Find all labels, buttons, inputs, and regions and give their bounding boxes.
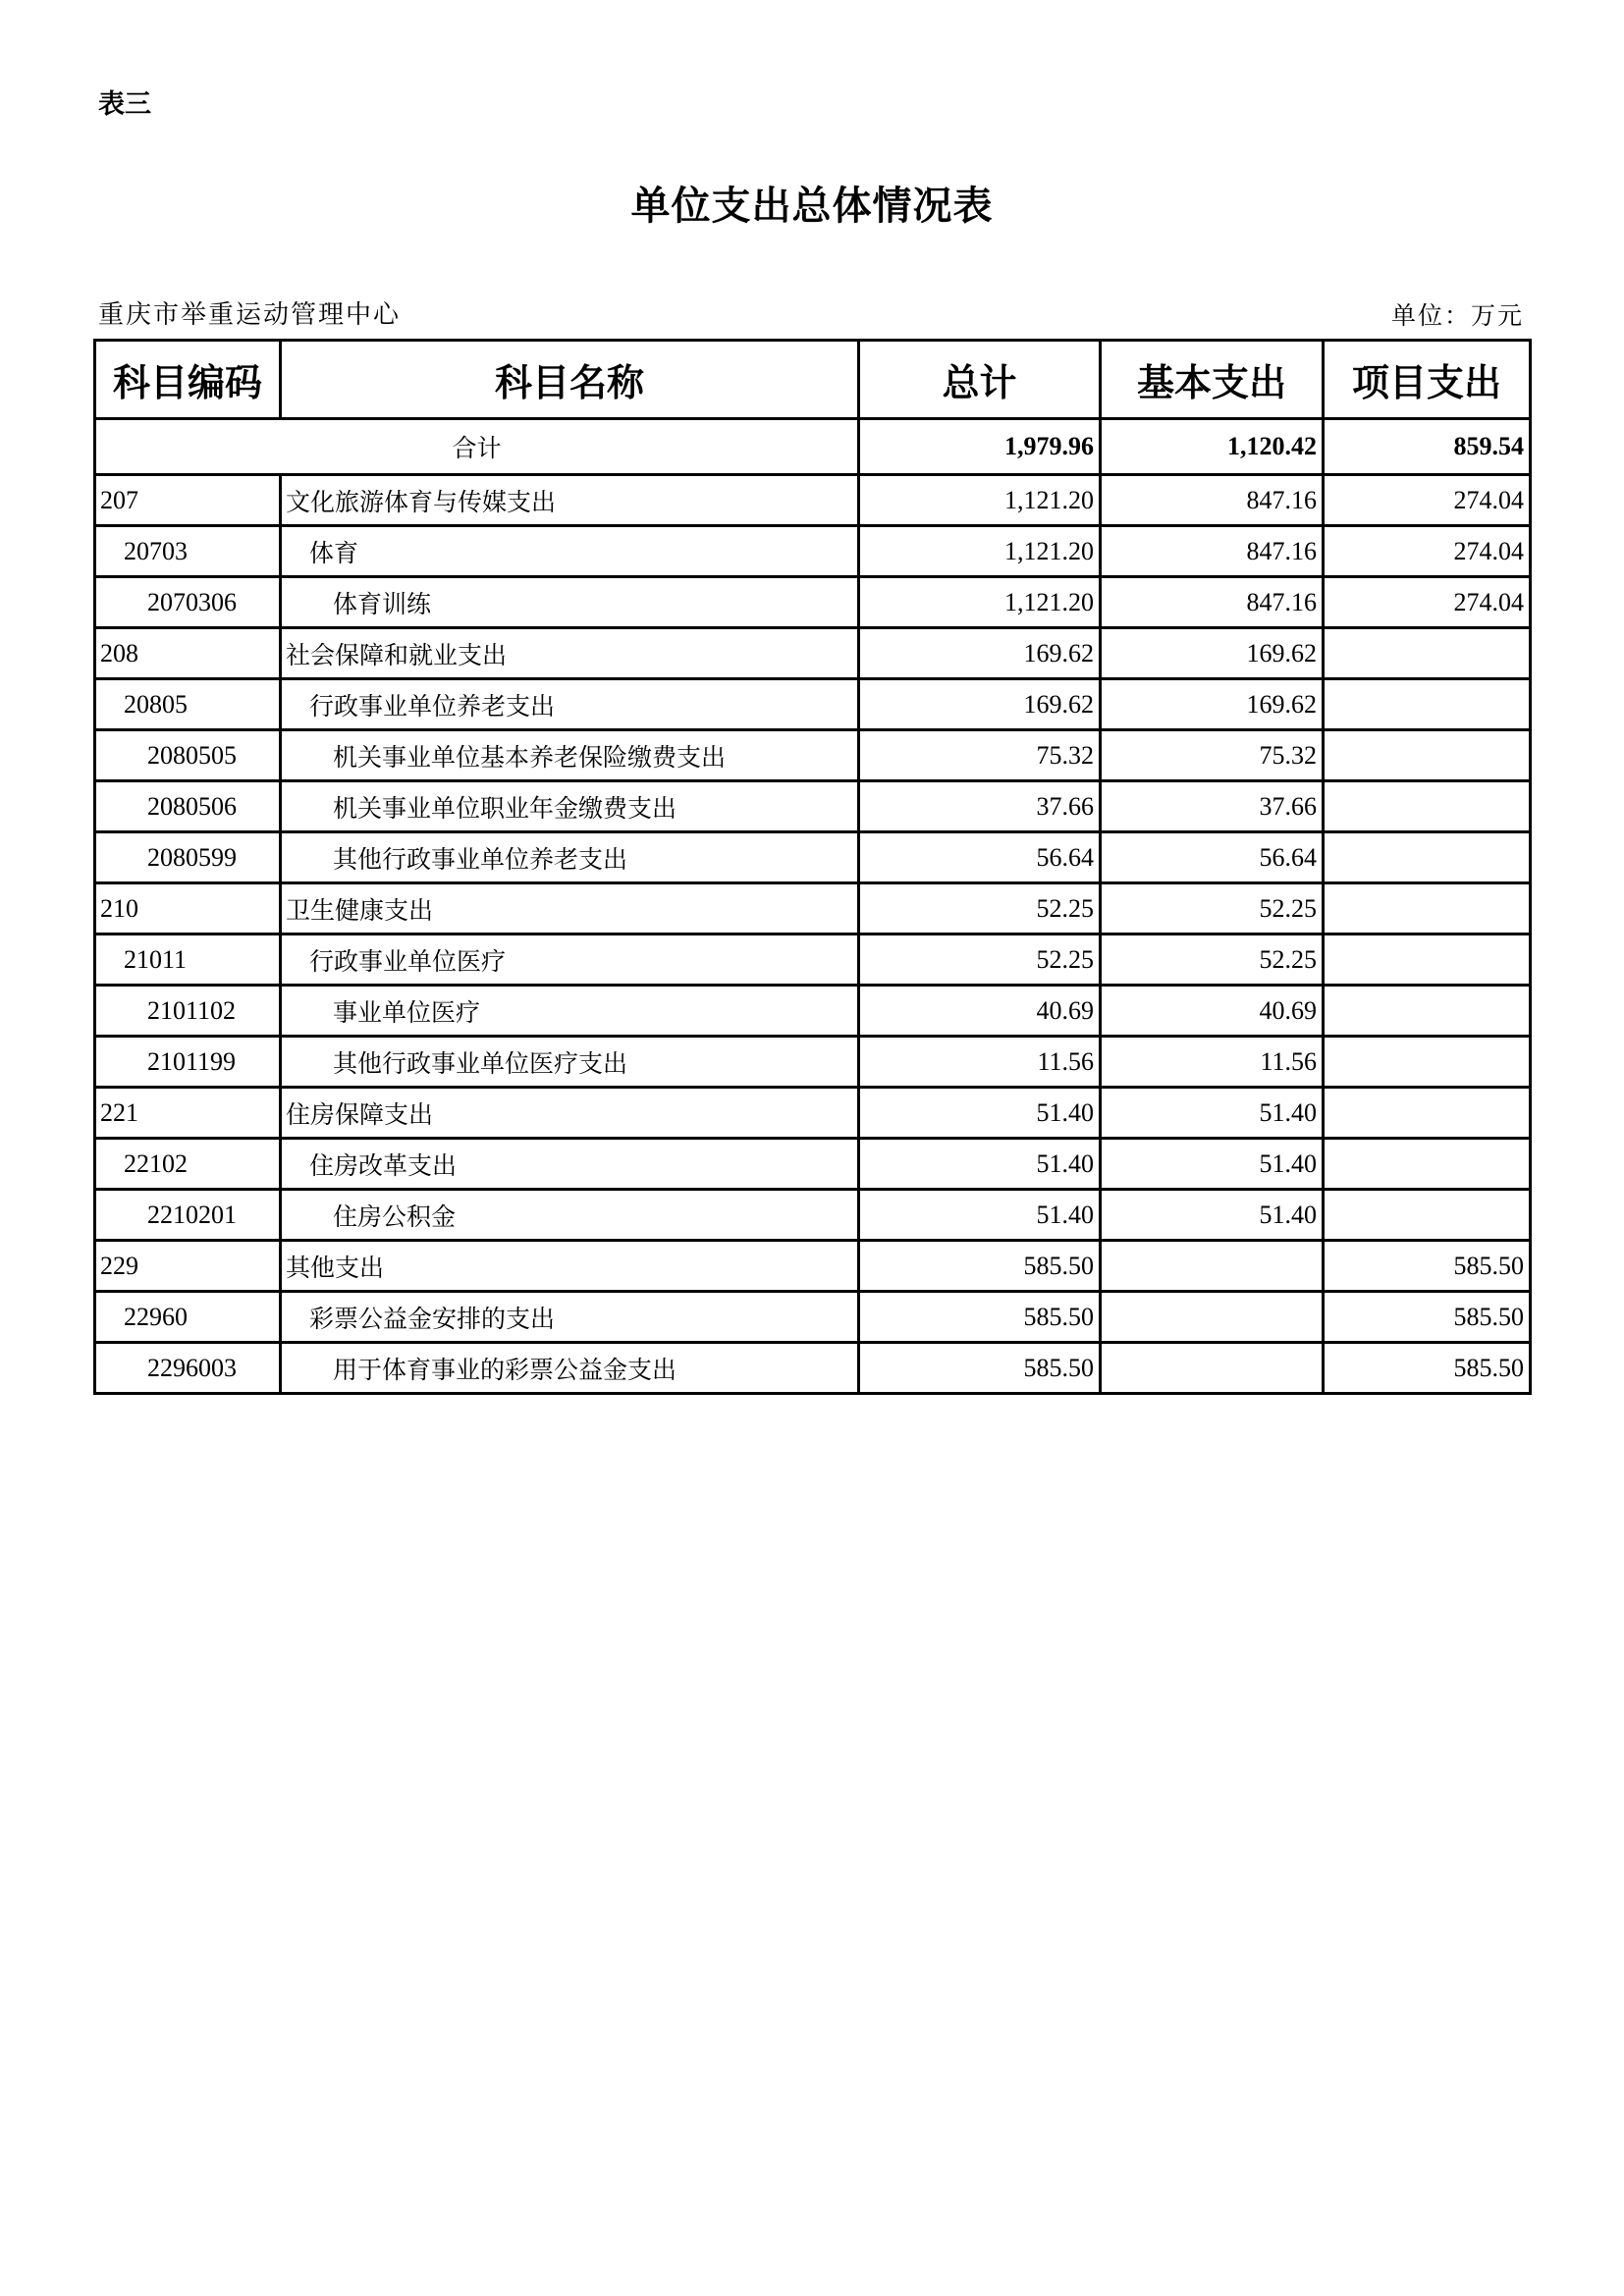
row-basic: 169.62 bbox=[1101, 679, 1324, 730]
row-total: 51.40 bbox=[859, 1139, 1101, 1190]
total-label: 合计 bbox=[95, 419, 859, 475]
row-basic: 51.40 bbox=[1101, 1088, 1324, 1139]
row-total: 56.64 bbox=[859, 832, 1101, 883]
row-name: 彩票公益金安排的支出 bbox=[281, 1292, 859, 1343]
row-code: 2101199 bbox=[95, 1037, 281, 1088]
row-project: 274.04 bbox=[1324, 475, 1531, 526]
row-total: 585.50 bbox=[859, 1292, 1101, 1343]
row-name: 文化旅游体育与传媒支出 bbox=[281, 475, 859, 526]
row-project bbox=[1324, 986, 1531, 1037]
row-basic: 51.40 bbox=[1101, 1190, 1324, 1241]
row-code: 2210201 bbox=[95, 1190, 281, 1241]
row-code: 2080599 bbox=[95, 832, 281, 883]
expenditure-table bbox=[93, 339, 1532, 1395]
row-total: 585.50 bbox=[859, 1241, 1101, 1292]
row-code: 229 bbox=[95, 1241, 281, 1292]
row-project bbox=[1324, 679, 1531, 730]
row-basic: 169.62 bbox=[1101, 628, 1324, 679]
row-code: 21011 bbox=[95, 934, 281, 986]
row-project: 585.50 bbox=[1324, 1292, 1531, 1343]
row-basic: 56.64 bbox=[1101, 832, 1324, 883]
table-row bbox=[95, 679, 1531, 730]
row-basic: 847.16 bbox=[1101, 475, 1324, 526]
row-project bbox=[1324, 883, 1531, 934]
header-row bbox=[95, 341, 1531, 419]
table-row bbox=[95, 1139, 1531, 1190]
row-project bbox=[1324, 1190, 1531, 1241]
row-basic bbox=[1101, 1292, 1324, 1343]
total-project: 859.54 bbox=[1324, 419, 1531, 475]
row-total: 169.62 bbox=[859, 679, 1101, 730]
row-code: 2070306 bbox=[95, 577, 281, 628]
row-total: 51.40 bbox=[859, 1190, 1101, 1241]
row-code: 2101102 bbox=[95, 986, 281, 1037]
table-row bbox=[95, 1088, 1531, 1139]
row-project bbox=[1324, 832, 1531, 883]
table-row bbox=[95, 1037, 1531, 1088]
table-row bbox=[95, 1241, 1531, 1292]
table-row bbox=[95, 781, 1531, 832]
table-row bbox=[95, 986, 1531, 1037]
row-name: 其他行政事业单位医疗支出 bbox=[281, 1037, 859, 1088]
table-label: 表三 bbox=[98, 89, 151, 120]
row-code: 20805 bbox=[95, 679, 281, 730]
row-total: 11.56 bbox=[859, 1037, 1101, 1088]
row-code: 22102 bbox=[95, 1139, 281, 1190]
row-name: 机关事业单位基本养老保险缴费支出 bbox=[281, 730, 859, 781]
total-row bbox=[95, 419, 1531, 475]
table-row bbox=[95, 1292, 1531, 1343]
row-total: 52.25 bbox=[859, 934, 1101, 986]
row-total: 585.50 bbox=[859, 1343, 1101, 1394]
row-total: 51.40 bbox=[859, 1088, 1101, 1139]
row-basic: 52.25 bbox=[1101, 934, 1324, 986]
row-project bbox=[1324, 1139, 1531, 1190]
row-project bbox=[1324, 628, 1531, 679]
row-code: 20703 bbox=[95, 526, 281, 577]
row-basic: 11.56 bbox=[1101, 1037, 1324, 1088]
row-name: 住房保障支出 bbox=[281, 1088, 859, 1139]
row-project bbox=[1324, 730, 1531, 781]
row-project: 585.50 bbox=[1324, 1241, 1531, 1292]
header-basic: 基本支出 bbox=[1101, 341, 1324, 419]
table-row bbox=[95, 883, 1531, 934]
total-basic: 1,120.42 bbox=[1101, 419, 1324, 475]
row-code: 22960 bbox=[95, 1292, 281, 1343]
row-project bbox=[1324, 1088, 1531, 1139]
row-code: 207 bbox=[95, 475, 281, 526]
row-project: 585.50 bbox=[1324, 1343, 1531, 1394]
row-name: 行政事业单位医疗 bbox=[281, 934, 859, 986]
row-basic: 75.32 bbox=[1101, 730, 1324, 781]
table-row bbox=[95, 1343, 1531, 1394]
row-total: 52.25 bbox=[859, 883, 1101, 934]
row-name: 事业单位医疗 bbox=[281, 986, 859, 1037]
unit-label: 单位：万元 bbox=[1390, 301, 1524, 330]
row-name: 其他支出 bbox=[281, 1241, 859, 1292]
header-code: 科目编码 bbox=[95, 341, 281, 419]
organization-name: 重庆市举重运动管理中心 bbox=[98, 300, 402, 330]
row-project bbox=[1324, 934, 1531, 986]
table-row bbox=[95, 730, 1531, 781]
table-row bbox=[95, 1190, 1531, 1241]
row-basic: 52.25 bbox=[1101, 883, 1324, 934]
table-row bbox=[95, 526, 1531, 577]
row-basic: 37.66 bbox=[1101, 781, 1324, 832]
header-total: 总计 bbox=[859, 341, 1101, 419]
row-name: 用于体育事业的彩票公益金支出 bbox=[281, 1343, 859, 1394]
row-basic: 847.16 bbox=[1101, 577, 1324, 628]
table-row bbox=[95, 832, 1531, 883]
row-name: 住房改革支出 bbox=[281, 1139, 859, 1190]
row-basic bbox=[1101, 1343, 1324, 1394]
table-row bbox=[95, 475, 1531, 526]
row-name: 体育 bbox=[281, 526, 859, 577]
row-name: 卫生健康支出 bbox=[281, 883, 859, 934]
row-code: 2296003 bbox=[95, 1343, 281, 1394]
row-code: 2080506 bbox=[95, 781, 281, 832]
total-sum: 1,979.96 bbox=[859, 419, 1101, 475]
row-total: 1,121.20 bbox=[859, 526, 1101, 577]
header-name: 科目名称 bbox=[281, 341, 859, 419]
row-name: 行政事业单位养老支出 bbox=[281, 679, 859, 730]
row-total: 1,121.20 bbox=[859, 475, 1101, 526]
row-basic: 51.40 bbox=[1101, 1139, 1324, 1190]
page-title: 单位支出总体情况表 bbox=[630, 183, 994, 229]
row-total: 37.66 bbox=[859, 781, 1101, 832]
row-basic: 847.16 bbox=[1101, 526, 1324, 577]
row-project: 274.04 bbox=[1324, 526, 1531, 577]
row-name: 住房公积金 bbox=[281, 1190, 859, 1241]
row-project bbox=[1324, 1037, 1531, 1088]
row-basic bbox=[1101, 1241, 1324, 1292]
row-name: 社会保障和就业支出 bbox=[281, 628, 859, 679]
row-code: 208 bbox=[95, 628, 281, 679]
row-code: 2080505 bbox=[95, 730, 281, 781]
row-total: 75.32 bbox=[859, 730, 1101, 781]
row-name: 其他行政事业单位养老支出 bbox=[281, 832, 859, 883]
table-row bbox=[95, 628, 1531, 679]
row-code: 221 bbox=[95, 1088, 281, 1139]
row-total: 1,121.20 bbox=[859, 577, 1101, 628]
row-project: 274.04 bbox=[1324, 577, 1531, 628]
table-row bbox=[95, 577, 1531, 628]
row-name: 机关事业单位职业年金缴费支出 bbox=[281, 781, 859, 832]
table-row bbox=[95, 934, 1531, 986]
row-project bbox=[1324, 781, 1531, 832]
header-project: 项目支出 bbox=[1324, 341, 1531, 419]
row-name: 体育训练 bbox=[281, 577, 859, 628]
row-total: 40.69 bbox=[859, 986, 1101, 1037]
row-code: 210 bbox=[95, 883, 281, 934]
row-total: 169.62 bbox=[859, 628, 1101, 679]
row-basic: 40.69 bbox=[1101, 986, 1324, 1037]
